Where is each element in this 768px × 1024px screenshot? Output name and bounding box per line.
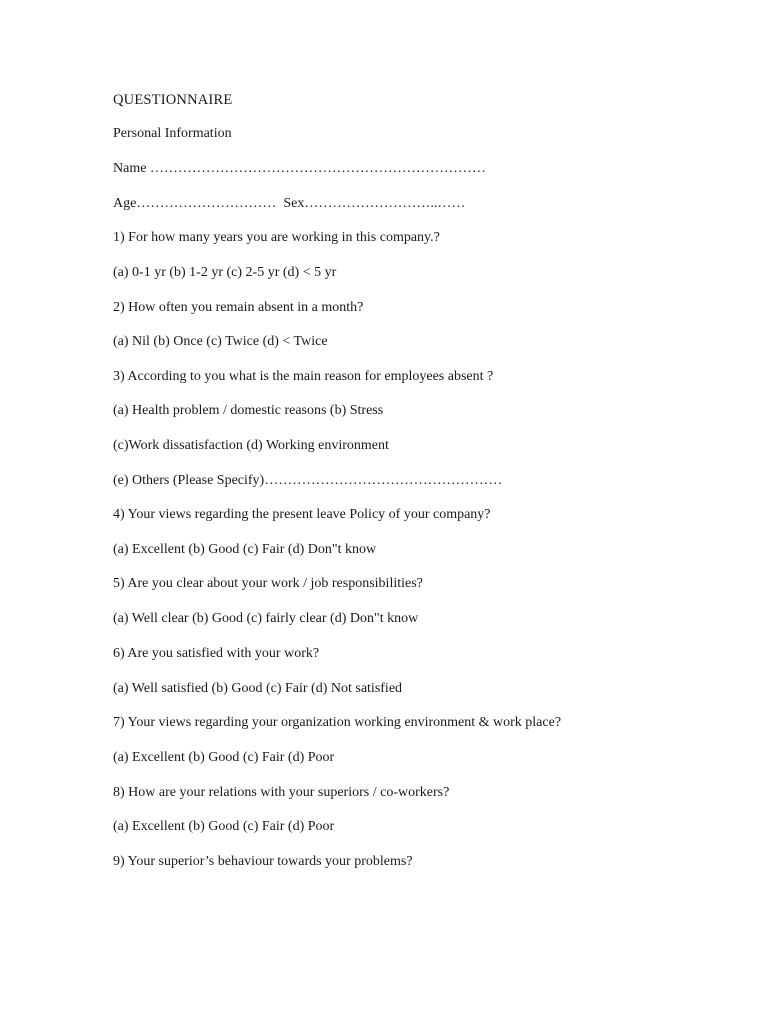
section-heading: Personal Information	[113, 126, 232, 141]
question-3-options-line-2: (c)Work dissatisfaction (d) Working environment	[113, 438, 389, 453]
name-field: Name ………………………………………………………………	[113, 161, 486, 176]
question-1: 1) For how many years you are working in this company.?	[113, 230, 440, 245]
document-title: QUESTIONNAIRE	[113, 92, 233, 108]
question-7-options: (a) Excellent (b) Good (c) Fair (d) Poor	[113, 750, 335, 765]
question-2-options: (a) Nil (b) Once (c) Twice (d) < Twice	[113, 334, 328, 349]
question-3: 3) According to you what is the main reason for employees absent ?	[113, 369, 494, 384]
question-4: 4) Your views regarding the present leave Policy of your company?	[113, 507, 491, 522]
question-6: 6) Are you satisfied with your work?	[113, 646, 320, 661]
question-8: 8) How are your relations with your superiors / co-workers?	[113, 785, 450, 800]
question-1-options: (a) 0-1 yr (b) 1-2 yr (c) 2-5 yr (d) < 5 yr	[113, 265, 337, 280]
question-5: 5) Are you clear about your work / job responsibilities?	[113, 576, 423, 591]
question-3-options-line-3: (e) Others (Please Specify)……………………………………………	[113, 473, 503, 488]
question-8-options: (a) Excellent (b) Good (c) Fair (d) Poor	[113, 819, 335, 834]
question-2: 2) How often you remain absent in a month?	[113, 300, 364, 315]
question-3-options-line-1: (a) Health problem / domestic reasons (b) Stress	[113, 403, 384, 418]
question-9: 9) Your superior’s behaviour towards your problems?	[113, 854, 413, 869]
question-7: 7) Your views regarding your organization working environment & work place?	[113, 715, 562, 730]
question-5-options: (a) Well clear (b) Good (c) fairly clear (d) Don"t know	[113, 611, 419, 626]
question-6-options: (a) Well satisfied (b) Good (c) Fair (d) Not satisfied	[113, 681, 403, 696]
age-sex-field: Age………………………… Sex………………………..……	[113, 196, 466, 211]
question-4-options: (a) Excellent (b) Good (c) Fair (d) Don"t know	[113, 542, 377, 557]
